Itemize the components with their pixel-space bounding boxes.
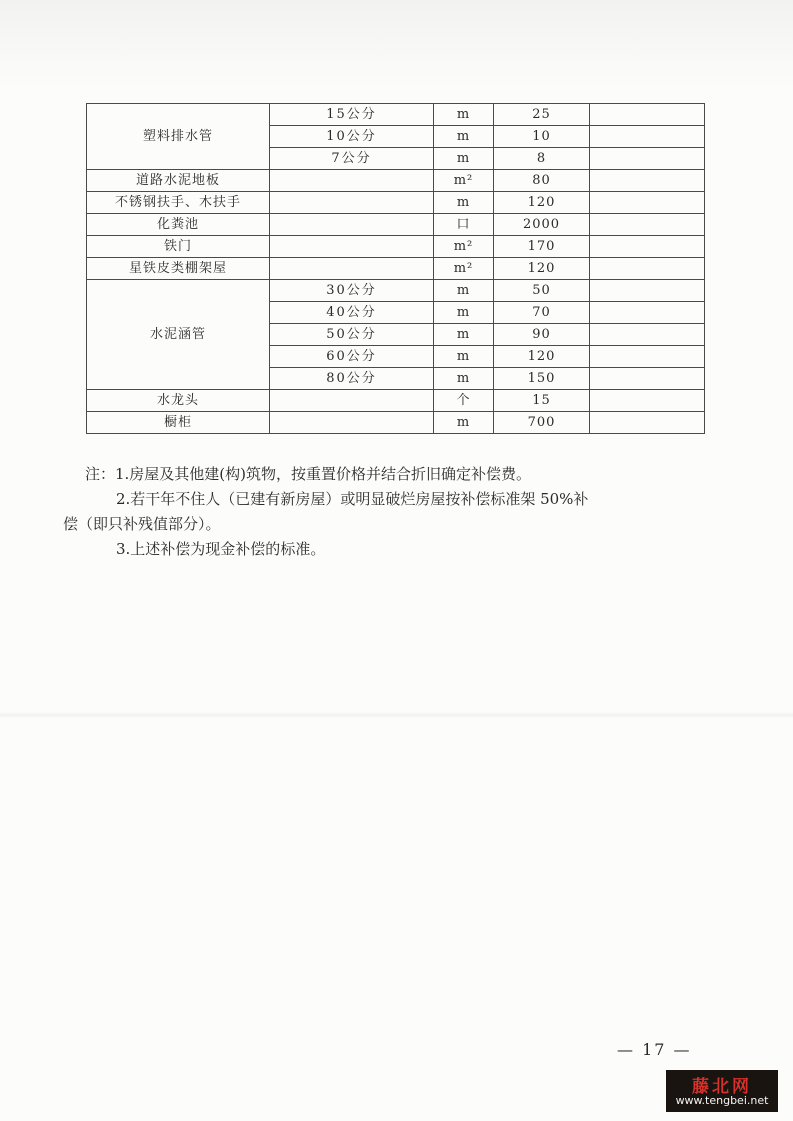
- table-row: [87, 258, 705, 280]
- compensation-table-body: [87, 104, 705, 434]
- price-cell: 700: [494, 412, 590, 434]
- table-row: [87, 170, 705, 192]
- unit-cell: m²: [434, 170, 494, 192]
- remarks-cell: [590, 346, 705, 368]
- price-cell: 150: [494, 368, 590, 390]
- item-name-cell: 水龙头: [87, 390, 270, 412]
- item-name-cell: 塑料排水管: [87, 104, 270, 170]
- unit-cell: 个: [434, 390, 494, 412]
- unit-cell: m: [434, 412, 494, 434]
- spec-cell: [270, 170, 434, 192]
- spec-cell: 10公分: [270, 126, 434, 148]
- watermark-logo-text: 藤北网: [692, 1077, 752, 1097]
- remarks-cell: [590, 412, 705, 434]
- remarks-cell: [590, 214, 705, 236]
- notes-section: [63, 462, 713, 562]
- table-row: [87, 280, 705, 302]
- compensation-table: [86, 103, 705, 434]
- item-name-cell: 化粪池: [87, 214, 270, 236]
- unit-cell: m: [434, 126, 494, 148]
- remarks-cell: [590, 236, 705, 258]
- spec-cell: [270, 412, 434, 434]
- remarks-cell: [590, 170, 705, 192]
- table-row: [87, 192, 705, 214]
- remarks-cell: [590, 126, 705, 148]
- spec-cell: 80公分: [270, 368, 434, 390]
- scan-fold-line: [0, 712, 793, 718]
- spec-cell: 7公分: [270, 148, 434, 170]
- watermark-url: www.tengbei.net: [675, 1094, 769, 1107]
- unit-cell: m: [434, 280, 494, 302]
- price-cell: 50: [494, 280, 590, 302]
- unit-cell: m: [434, 346, 494, 368]
- spec-cell: 50公分: [270, 324, 434, 346]
- item-name-cell: 水泥涵管: [87, 280, 270, 390]
- price-cell: 120: [494, 192, 590, 214]
- spec-cell: [270, 214, 434, 236]
- item-name-cell: 橱柜: [87, 412, 270, 434]
- remarks-cell: [590, 302, 705, 324]
- table-row: [87, 236, 705, 258]
- table-row: [87, 104, 705, 126]
- note-1: 注：1.房屋及其他建(构)筑物，按重置价格并结合折旧确定补偿费。: [85, 465, 532, 483]
- spec-cell: 30公分: [270, 280, 434, 302]
- table-row: [87, 214, 705, 236]
- price-cell: 70: [494, 302, 590, 324]
- spec-cell: [270, 236, 434, 258]
- price-cell: 120: [494, 258, 590, 280]
- item-name-cell: 铁门: [87, 236, 270, 258]
- unit-cell: m: [434, 302, 494, 324]
- unit-cell: 口: [434, 214, 494, 236]
- watermark-logo: [666, 1070, 778, 1112]
- page-number: — 17 —: [617, 1040, 692, 1059]
- price-cell: 80: [494, 170, 590, 192]
- price-cell: 2000: [494, 214, 590, 236]
- note-2-line-2: 偿（即只补残值部分）。: [63, 515, 221, 533]
- spec-cell: [270, 258, 434, 280]
- note-3: 3.上述补偿为现金补偿的标准。: [116, 540, 326, 558]
- remarks-cell: [590, 258, 705, 280]
- unit-cell: m²: [434, 258, 494, 280]
- spec-cell: [270, 390, 434, 412]
- table-row: [87, 412, 705, 434]
- remarks-cell: [590, 390, 705, 412]
- price-cell: 15: [494, 390, 590, 412]
- table-row: [87, 390, 705, 412]
- unit-cell: m²: [434, 236, 494, 258]
- spec-cell: 40公分: [270, 302, 434, 324]
- item-name-cell: 星铁皮类棚架屋: [87, 258, 270, 280]
- unit-cell: m: [434, 192, 494, 214]
- spec-cell: [270, 192, 434, 214]
- price-cell: 90: [494, 324, 590, 346]
- unit-cell: m: [434, 104, 494, 126]
- spec-cell: 15公分: [270, 104, 434, 126]
- remarks-cell: [590, 192, 705, 214]
- spec-cell: 60公分: [270, 346, 434, 368]
- remarks-cell: [590, 368, 705, 390]
- item-name-cell: 道路水泥地板: [87, 170, 270, 192]
- remarks-cell: [590, 324, 705, 346]
- remarks-cell: [590, 148, 705, 170]
- unit-cell: m: [434, 324, 494, 346]
- scan-top-shade: [0, 0, 793, 95]
- unit-cell: m: [434, 148, 494, 170]
- price-cell: 25: [494, 104, 590, 126]
- note-2-line-1: 2.若干年不住人（已建有新房屋）或明显破烂房屋按补偿标准架 50%补: [116, 490, 589, 508]
- remarks-cell: [590, 104, 705, 126]
- price-cell: 120: [494, 346, 590, 368]
- price-cell: 10: [494, 126, 590, 148]
- unit-cell: m: [434, 368, 494, 390]
- item-name-cell: 不锈钢扶手、木扶手: [87, 192, 270, 214]
- price-cell: 170: [494, 236, 590, 258]
- remarks-cell: [590, 280, 705, 302]
- price-cell: 8: [494, 148, 590, 170]
